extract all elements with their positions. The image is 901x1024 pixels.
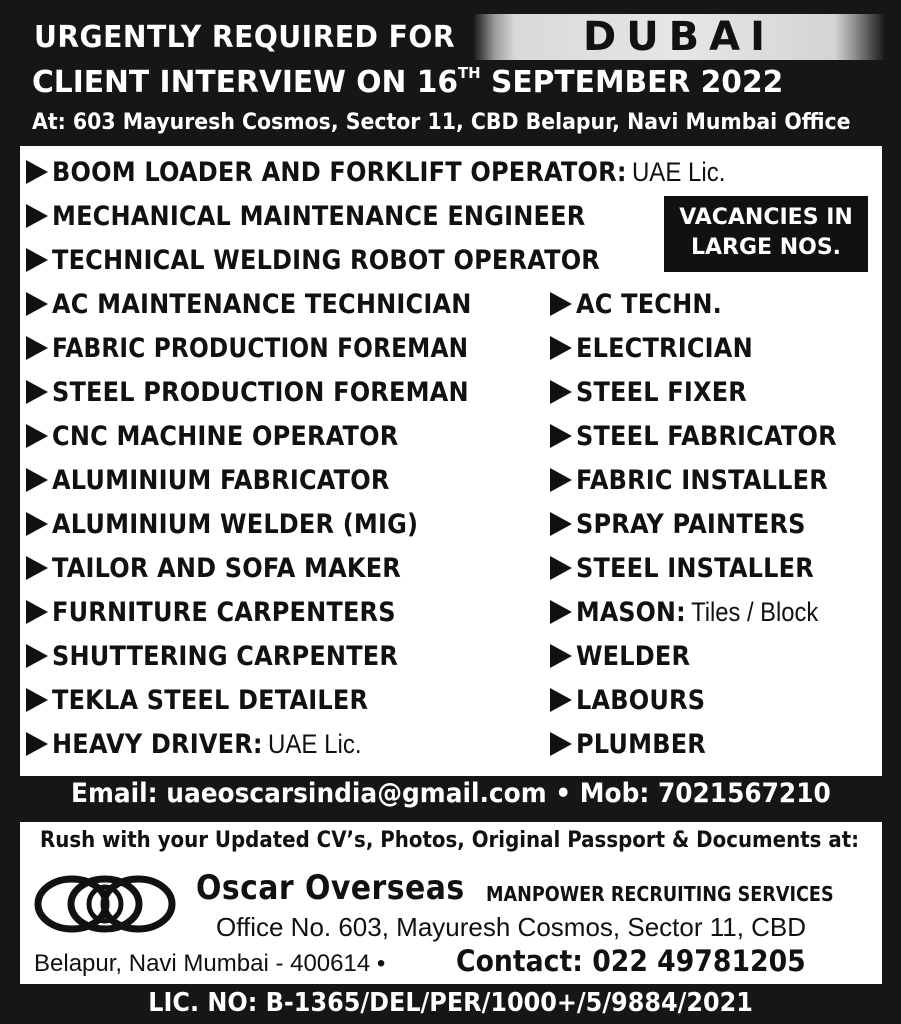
- job-item: FABRIC PRODUCTION FOREMAN: [26, 328, 536, 368]
- job-item: SPRAY PAINTERS: [550, 504, 834, 544]
- contact-number[interactable]: 022 49781205: [592, 944, 806, 978]
- triangle-right-icon: [550, 468, 572, 492]
- triangle-right-icon: [550, 556, 572, 580]
- job-item: WELDER: [550, 636, 704, 676]
- job-item: LABOURS: [550, 680, 721, 720]
- job-item: MASON: Tiles / Block: [550, 592, 851, 632]
- triangle-right-icon: [26, 424, 48, 448]
- triangle-right-icon: [26, 468, 48, 492]
- triangle-right-icon: [26, 512, 48, 536]
- triangle-right-icon: [26, 644, 48, 668]
- company-footer: [20, 822, 882, 984]
- triangle-right-icon: [550, 424, 572, 448]
- triangle-right-icon: [26, 380, 48, 404]
- triangle-right-icon: [26, 204, 48, 228]
- interview-venue: At: 603 Mayuresh Cosmos, Sector 11, CBD Belapur, Navi Mumbai Office: [32, 110, 851, 135]
- job-item: STEEL PRODUCTION FOREMAN: [26, 372, 520, 412]
- job-item: BOOM LOADER AND FORKLIFT OPERATOR: UAE Lic.: [26, 152, 809, 192]
- office-address-line-1: Office No. 603, Mayuresh Cosmos, Sector 11, CBD: [216, 912, 807, 942]
- job-item: FURNITURE CARPENTERS: [26, 592, 438, 632]
- job-item: CNC MACHINE OPERATOR: [26, 416, 441, 456]
- triangle-right-icon: [550, 732, 572, 756]
- header-line-1: [34, 14, 482, 60]
- location-banner: [474, 14, 884, 60]
- mobile-number[interactable]: 7021567210: [657, 778, 831, 809]
- email-address[interactable]: uaeoscarsindia@gmail.com: [165, 778, 547, 809]
- triangle-right-icon: [26, 688, 48, 712]
- triangle-right-icon: [26, 336, 48, 360]
- job-item: TECHNICAL WELDING ROBOT OPERATOR: [26, 240, 668, 280]
- job-item: STEEL FIXER: [550, 372, 768, 412]
- job-item: ALUMINIUM FABRICATOR: [26, 460, 431, 500]
- license-number: LIC. NO: B-1365/DEL/PER/1000+/5/9884/2021: [148, 988, 753, 1018]
- triangle-right-icon: [26, 732, 48, 756]
- office-address-line-2: Belapur, Navi Mumbai - 400614 •: [34, 950, 386, 977]
- triangle-right-icon: [550, 600, 572, 624]
- triangle-right-icon: [26, 160, 48, 184]
- job-item: MECHANICAL MAINTENANCE ENGINEER: [26, 196, 651, 236]
- urgent-heading: URGENTLY REQUIRED FOR: [34, 19, 456, 55]
- triangle-right-icon: [550, 512, 572, 536]
- job-item: STEEL FABRICATOR: [550, 416, 869, 456]
- oscar-overseas-rings-logo: [32, 874, 178, 934]
- triangle-right-icon: [26, 556, 48, 580]
- triangle-right-icon: [550, 644, 572, 668]
- job-item: FABRIC INSTALLER: [550, 460, 859, 500]
- triangle-right-icon: [26, 292, 48, 316]
- job-item: TEKLA STEEL DETAILER: [26, 680, 407, 720]
- company-block: [196, 868, 834, 908]
- triangle-right-icon: [550, 292, 572, 316]
- triangle-right-icon: [26, 248, 48, 272]
- triangle-right-icon: [550, 380, 572, 404]
- job-item: AC MAINTENANCE TECHNICIAN: [26, 284, 523, 324]
- triangle-right-icon: [550, 336, 572, 360]
- job-item: AC TECHN.: [550, 284, 740, 324]
- contact-strip: Email: uaeoscarsindia@gmail.com • Mob: 7021567210: [70, 778, 831, 809]
- job-item: PLUMBER: [550, 724, 722, 764]
- rush-instructions: Rush with your Updated CV’s, Photos, Original Passport & Documents at:: [40, 828, 860, 853]
- interview-date: CLIENT INTERVIEW ON 16TH SEPTEMBER 2022: [32, 64, 784, 100]
- triangle-right-icon: [550, 688, 572, 712]
- company-tagline: MANPOWER RECRUITING SERVICES: [486, 882, 834, 906]
- job-item: HEAVY DRIVER: UAE Lic.: [26, 724, 400, 764]
- location-text: DUBAI: [582, 14, 775, 60]
- job-item: ELECTRICIAN: [550, 328, 775, 368]
- company-name: Oscar Overseas: [196, 868, 465, 908]
- triangle-right-icon: [26, 600, 48, 624]
- job-item: STEEL INSTALLER: [550, 548, 843, 588]
- job-item: TAILOR AND SOFA MAKER: [26, 548, 444, 588]
- vacancy-badge: VACANCIES IN LARGE NOS.: [664, 196, 868, 272]
- contact-phone: Contact: 022 49781205: [456, 944, 806, 978]
- job-item: SHUTTERING CARPENTER: [26, 636, 441, 676]
- job-item: ALUMINIUM WELDER (MIG): [26, 504, 463, 544]
